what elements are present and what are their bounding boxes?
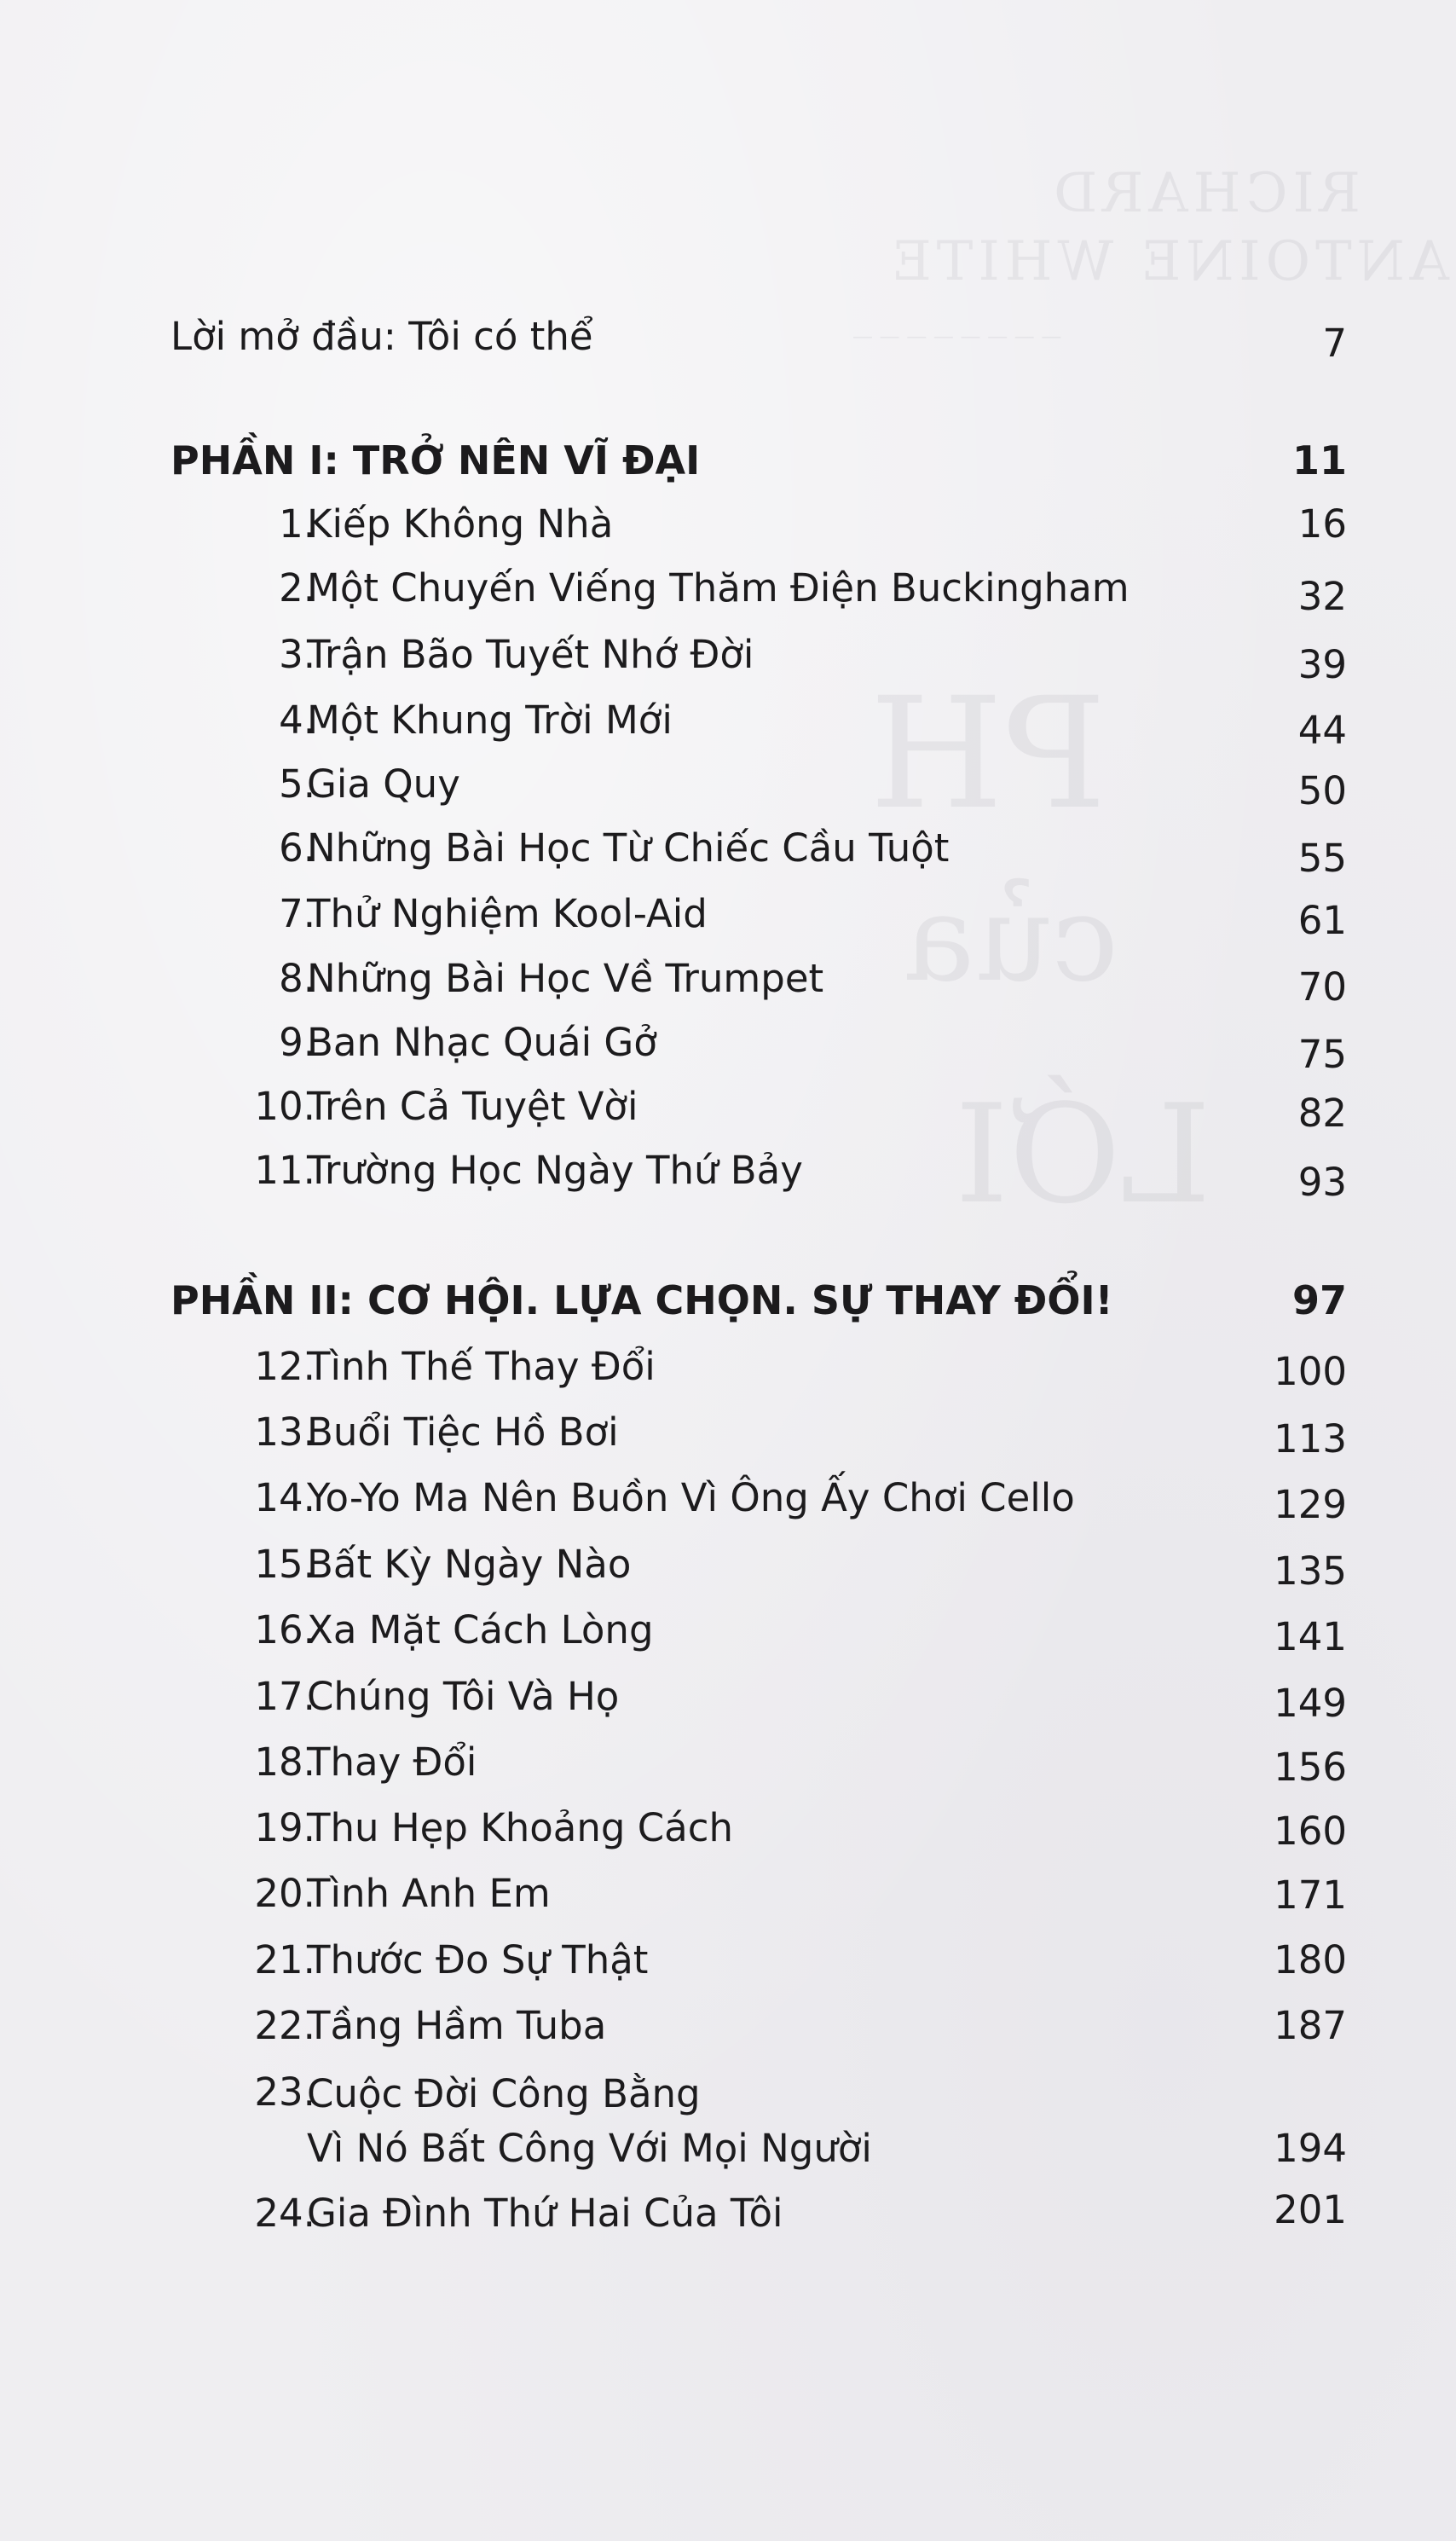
chapter-page: 82 <box>1297 1091 1347 1136</box>
toc-chapter-row[interactable] <box>170 1473 1347 1527</box>
chapter-page: 113 <box>1274 1416 1347 1462</box>
toc-chapter-row[interactable] <box>170 1868 1347 1919</box>
chapter-title: Trường Học Ngày Thứ Bảy <box>307 1148 803 1193</box>
toc-chapter-row[interactable] <box>170 563 1347 619</box>
toc-chapter-row[interactable] <box>170 2000 1347 2052</box>
toc-chapter-row[interactable] <box>170 953 1347 1010</box>
chapter-title: Trận Bão Tuyết Nhớ Đời <box>307 632 754 677</box>
chapter-page: 100 <box>1274 1349 1347 1394</box>
chapter-page: 75 <box>1297 1032 1347 1077</box>
toc-part-1-title: PHẦN I: TRỞ NÊN VĨ ĐẠI <box>170 437 701 483</box>
chapter-number: 11. <box>254 1148 315 1193</box>
chapter-number: 8. <box>279 956 315 1001</box>
chapter-number: 3. <box>279 632 315 677</box>
chapter-number: 22. <box>254 2003 315 2048</box>
chapter-page: 194 <box>1274 2126 1347 2171</box>
chapter-number: 4. <box>279 697 315 743</box>
show-through-text: LỚI <box>955 1074 1211 1234</box>
chapter-title: Kiếp Không Nhà <box>307 501 614 547</box>
toc-intro-row[interactable] <box>170 311 1347 366</box>
chapter-title: Một Khung Trời Mới <box>307 697 673 743</box>
toc-chapter-row[interactable] <box>170 1407 1347 1462</box>
toc-chapter-row[interactable] <box>170 1081 1347 1136</box>
toc-part-2-row[interactable] <box>170 1270 1347 1330</box>
chapter-number: 2. <box>279 565 315 611</box>
chapter-page: 156 <box>1274 1745 1347 1790</box>
chapter-page: 171 <box>1274 1872 1347 1918</box>
toc-chapter-row[interactable] <box>170 629 1347 687</box>
show-through-text: của <box>904 870 1119 1009</box>
toc-intro-title: Lời mở đầu: Tôi có thể <box>170 314 593 359</box>
chapter-title-line-1: Cuộc Đời Công Bằng <box>307 2071 701 2116</box>
chapter-page: 61 <box>1297 898 1347 943</box>
chapter-page: 135 <box>1274 1548 1347 1594</box>
toc-chapter-row[interactable] <box>170 2067 1347 2178</box>
toc-intro-page: 7 <box>1322 321 1347 366</box>
toc-chapter-row[interactable] <box>170 1737 1347 1788</box>
chapter-number: 23. <box>254 2069 315 2115</box>
chapter-title: Một Chuyến Viếng Thăm Điện Buckingham <box>307 565 1130 611</box>
chapter-title: Ban Nhạc Quái Gở <box>307 1020 657 1065</box>
toc-chapter-row[interactable] <box>170 1341 1347 1392</box>
chapter-page: 44 <box>1297 708 1347 753</box>
show-through-text: ANTOINE WHITE <box>887 230 1449 293</box>
chapter-title: Gia Quy <box>307 761 460 807</box>
chapter-number: 17. <box>254 1674 315 1719</box>
toc-chapter-row[interactable] <box>170 1605 1347 1659</box>
chapter-page: 141 <box>1274 1614 1347 1659</box>
chapter-title <box>307 2067 872 2176</box>
chapter-page: 187 <box>1274 2003 1347 2048</box>
toc-chapter-row[interactable] <box>170 695 1347 753</box>
chapter-number: 18. <box>254 1739 315 1785</box>
show-through-text: PH <box>870 665 1107 843</box>
toc-part-2-title: PHẦN II: CƠ HỘI. LỰA CHỌN. SỰ THAY ĐỔI! <box>170 1277 1113 1323</box>
toc-chapter-row[interactable] <box>170 1671 1347 1726</box>
chapter-page: 93 <box>1297 1160 1347 1205</box>
chapter-number: 20. <box>254 1871 315 1916</box>
toc-part-1-page: 11 <box>1291 437 1347 483</box>
chapter-number: 16. <box>254 1607 315 1653</box>
toc-chapter-row[interactable] <box>170 1145 1347 1205</box>
chapter-title: Tình Anh Em <box>307 1871 551 1916</box>
chapter-title: Buổi Tiệc Hồ Bơi <box>307 1409 619 1455</box>
chapter-page: 129 <box>1274 1482 1347 1527</box>
chapter-page: 32 <box>1297 574 1347 619</box>
chapter-page: 70 <box>1297 964 1347 1010</box>
chapter-title: Trên Cả Tuyệt Vời <box>307 1084 638 1129</box>
chapter-page: 39 <box>1297 642 1347 687</box>
show-through-text: — — — — — — — — <box>852 324 1062 348</box>
chapter-title: Những Bài Học Về Trumpet <box>307 956 824 1001</box>
chapter-number: 1. <box>279 501 315 547</box>
chapter-number: 21. <box>254 1937 315 1982</box>
chapter-number: 10. <box>254 1084 315 1129</box>
chapter-page: 160 <box>1274 1809 1347 1854</box>
chapter-title: Tình Thế Thay Đổi <box>307 1344 656 1389</box>
toc-chapter-row[interactable] <box>170 888 1347 943</box>
toc-chapter-row[interactable] <box>170 2188 1347 2239</box>
toc-chapter-row[interactable] <box>170 499 1347 550</box>
toc-chapter-row[interactable] <box>170 759 1347 813</box>
toc-chapter-row[interactable] <box>170 823 1347 881</box>
chapter-title: Tầng Hầm Tuba <box>307 2003 607 2048</box>
chapter-number: 14. <box>254 1475 315 1520</box>
chapter-page: 50 <box>1297 768 1347 813</box>
toc-chapter-row[interactable] <box>170 1017 1347 1077</box>
chapter-number: 7. <box>279 891 315 936</box>
chapter-number: 12. <box>254 1344 315 1389</box>
chapter-number: 13. <box>254 1409 315 1455</box>
toc-chapter-row[interactable] <box>170 1803 1347 1854</box>
toc-part-2-page: 97 <box>1291 1277 1347 1323</box>
toc-chapter-row[interactable] <box>170 1539 1347 1594</box>
chapter-title: Thước Đo Sự Thật <box>307 1937 649 1982</box>
chapter-title: Thu Hẹp Khoảng Cách <box>307 1805 734 1850</box>
show-through-text: RICHARD <box>1049 162 1361 225</box>
chapter-number: 9. <box>279 1020 315 1065</box>
chapter-title-line-2: Vì Nó Bất Công Với Mọi Người <box>307 2126 872 2171</box>
chapter-number: 6. <box>279 825 315 871</box>
chapter-page: 201 <box>1274 2187 1347 2232</box>
chapter-number: 15. <box>254 1542 315 1587</box>
chapter-title: Thay Đổi <box>307 1739 477 1785</box>
chapter-page: 149 <box>1274 1681 1347 1726</box>
chapter-title: Xa Mặt Cách Lòng <box>307 1607 654 1653</box>
chapter-number: 19. <box>254 1805 315 1850</box>
chapter-number: 5. <box>279 761 315 807</box>
chapter-title: Những Bài Học Từ Chiếc Cầu Tuột <box>307 825 950 871</box>
toc-chapter-row[interactable] <box>170 1935 1347 1986</box>
chapter-number: 24. <box>254 2191 315 2236</box>
toc-part-1-row[interactable] <box>170 431 1347 490</box>
chapter-page: 16 <box>1297 501 1347 547</box>
chapter-title: Bất Kỳ Ngày Nào <box>307 1542 632 1587</box>
chapter-title: Yo-Yo Ma Nên Buồn Vì Ông Ấy Chơi Cello <box>307 1475 1075 1520</box>
chapter-title: Thử Nghiệm Kool-Aid <box>307 891 708 936</box>
chapter-page: 55 <box>1297 836 1347 881</box>
chapter-title: Chúng Tôi Và Họ <box>307 1674 620 1719</box>
chapter-page: 180 <box>1274 1937 1347 1982</box>
chapter-title: Gia Đình Thứ Hai Của Tôi <box>307 2191 783 2236</box>
